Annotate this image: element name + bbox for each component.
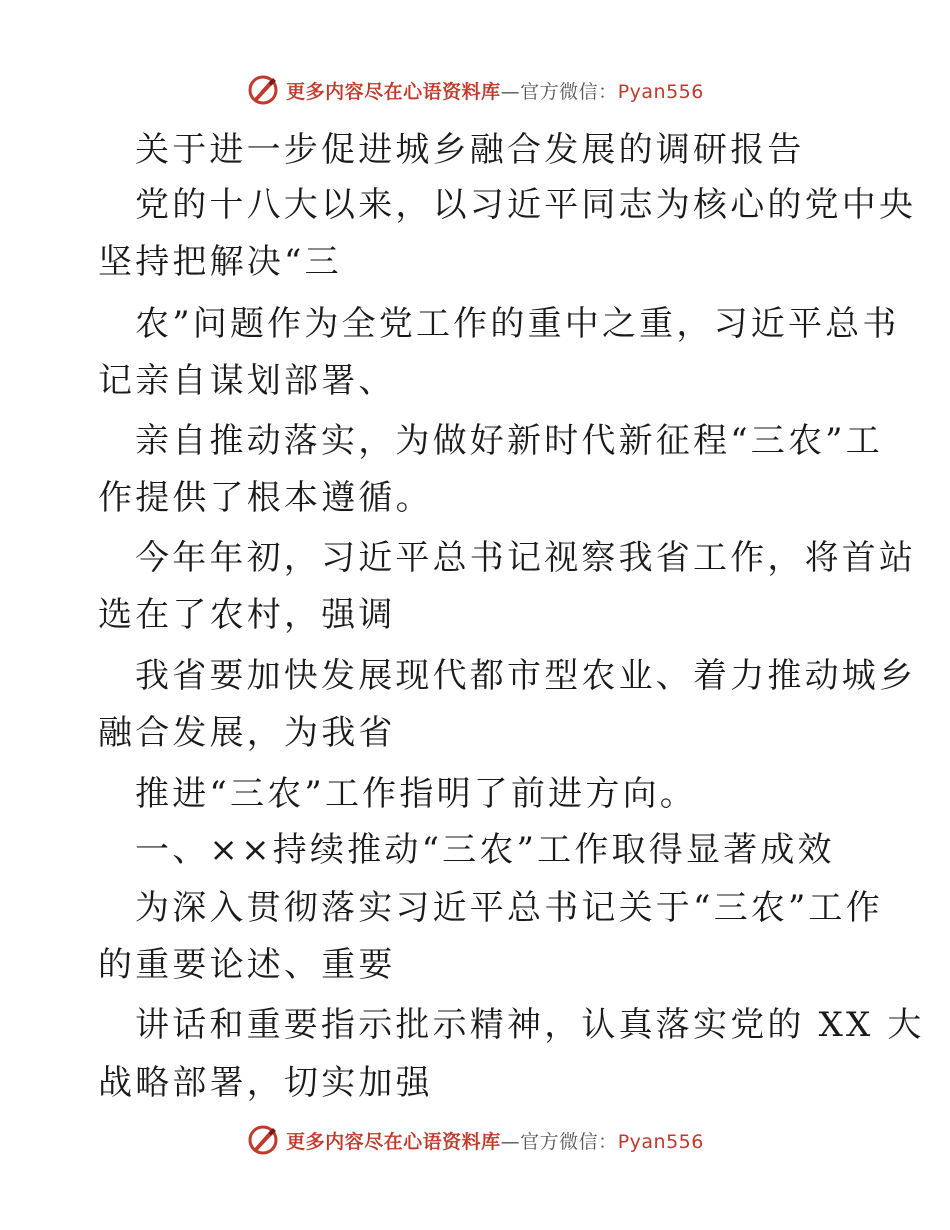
footer-watermark xyxy=(0,1120,950,1160)
paragraph-line: 今年年初，习近平总书记视察我省工作，将首站 xyxy=(135,538,917,578)
paragraph-line: 党的十八大以来，以习近平同志为核心的党中央 xyxy=(135,185,917,225)
paragraph-line: 推进“三农”工作指明了前进方向。 xyxy=(135,774,697,814)
watermark-wechat-label: —官方微信： xyxy=(500,80,618,103)
document-title: 关于进一步促进城乡融合发展的调研报告 xyxy=(135,130,805,170)
paragraph-line: 融合发展，为我省 xyxy=(98,713,396,753)
watermark-wechat-label: —官方微信： xyxy=(500,1130,618,1153)
pen-logo-icon xyxy=(246,73,280,107)
paragraph-line: 农”问题作为全党工作的重中之重，习近平总书 xyxy=(135,304,900,344)
paragraph-line: 作提供了根本遵循。 xyxy=(98,478,433,518)
watermark-wechat-id: Pyan556 xyxy=(617,80,704,103)
watermark-site-name: 更多内容尽在心语资料库 xyxy=(286,1130,501,1153)
pen-logo-icon xyxy=(246,1123,280,1157)
paragraph-line: 记亲自谋划部署、 xyxy=(98,361,396,401)
paragraph-line: 我省要加快发展现代都市型农业、着力推动城乡 xyxy=(135,656,917,696)
paragraph-line: 的重要论述、重要 xyxy=(98,945,396,985)
watermark-site-name: 更多内容尽在心语资料库 xyxy=(286,80,501,103)
paragraph-line: 为深入贯彻落实习近平总书记关于“三农”工作 xyxy=(135,888,883,928)
watermark-text xyxy=(286,77,704,104)
paragraph-line: 亲自推动落实，为做好新时代新征程“三农”工 xyxy=(135,421,883,461)
watermark-text xyxy=(286,1127,704,1154)
header-watermark xyxy=(0,70,950,110)
paragraph-line: 坚持把解决“三 xyxy=(98,242,342,282)
paragraph-line: 讲话和重要指示批示精神，认真落实党的 XX 大 xyxy=(135,1005,925,1045)
watermark-wechat-id: Pyan556 xyxy=(617,1130,704,1153)
paragraph-line: 战略部署，切实加强 xyxy=(98,1063,433,1103)
paragraph-line: 选在了农村，强调 xyxy=(98,595,396,635)
section-heading: 一、××持续推动“三农”工作取得显著成效 xyxy=(135,830,835,870)
